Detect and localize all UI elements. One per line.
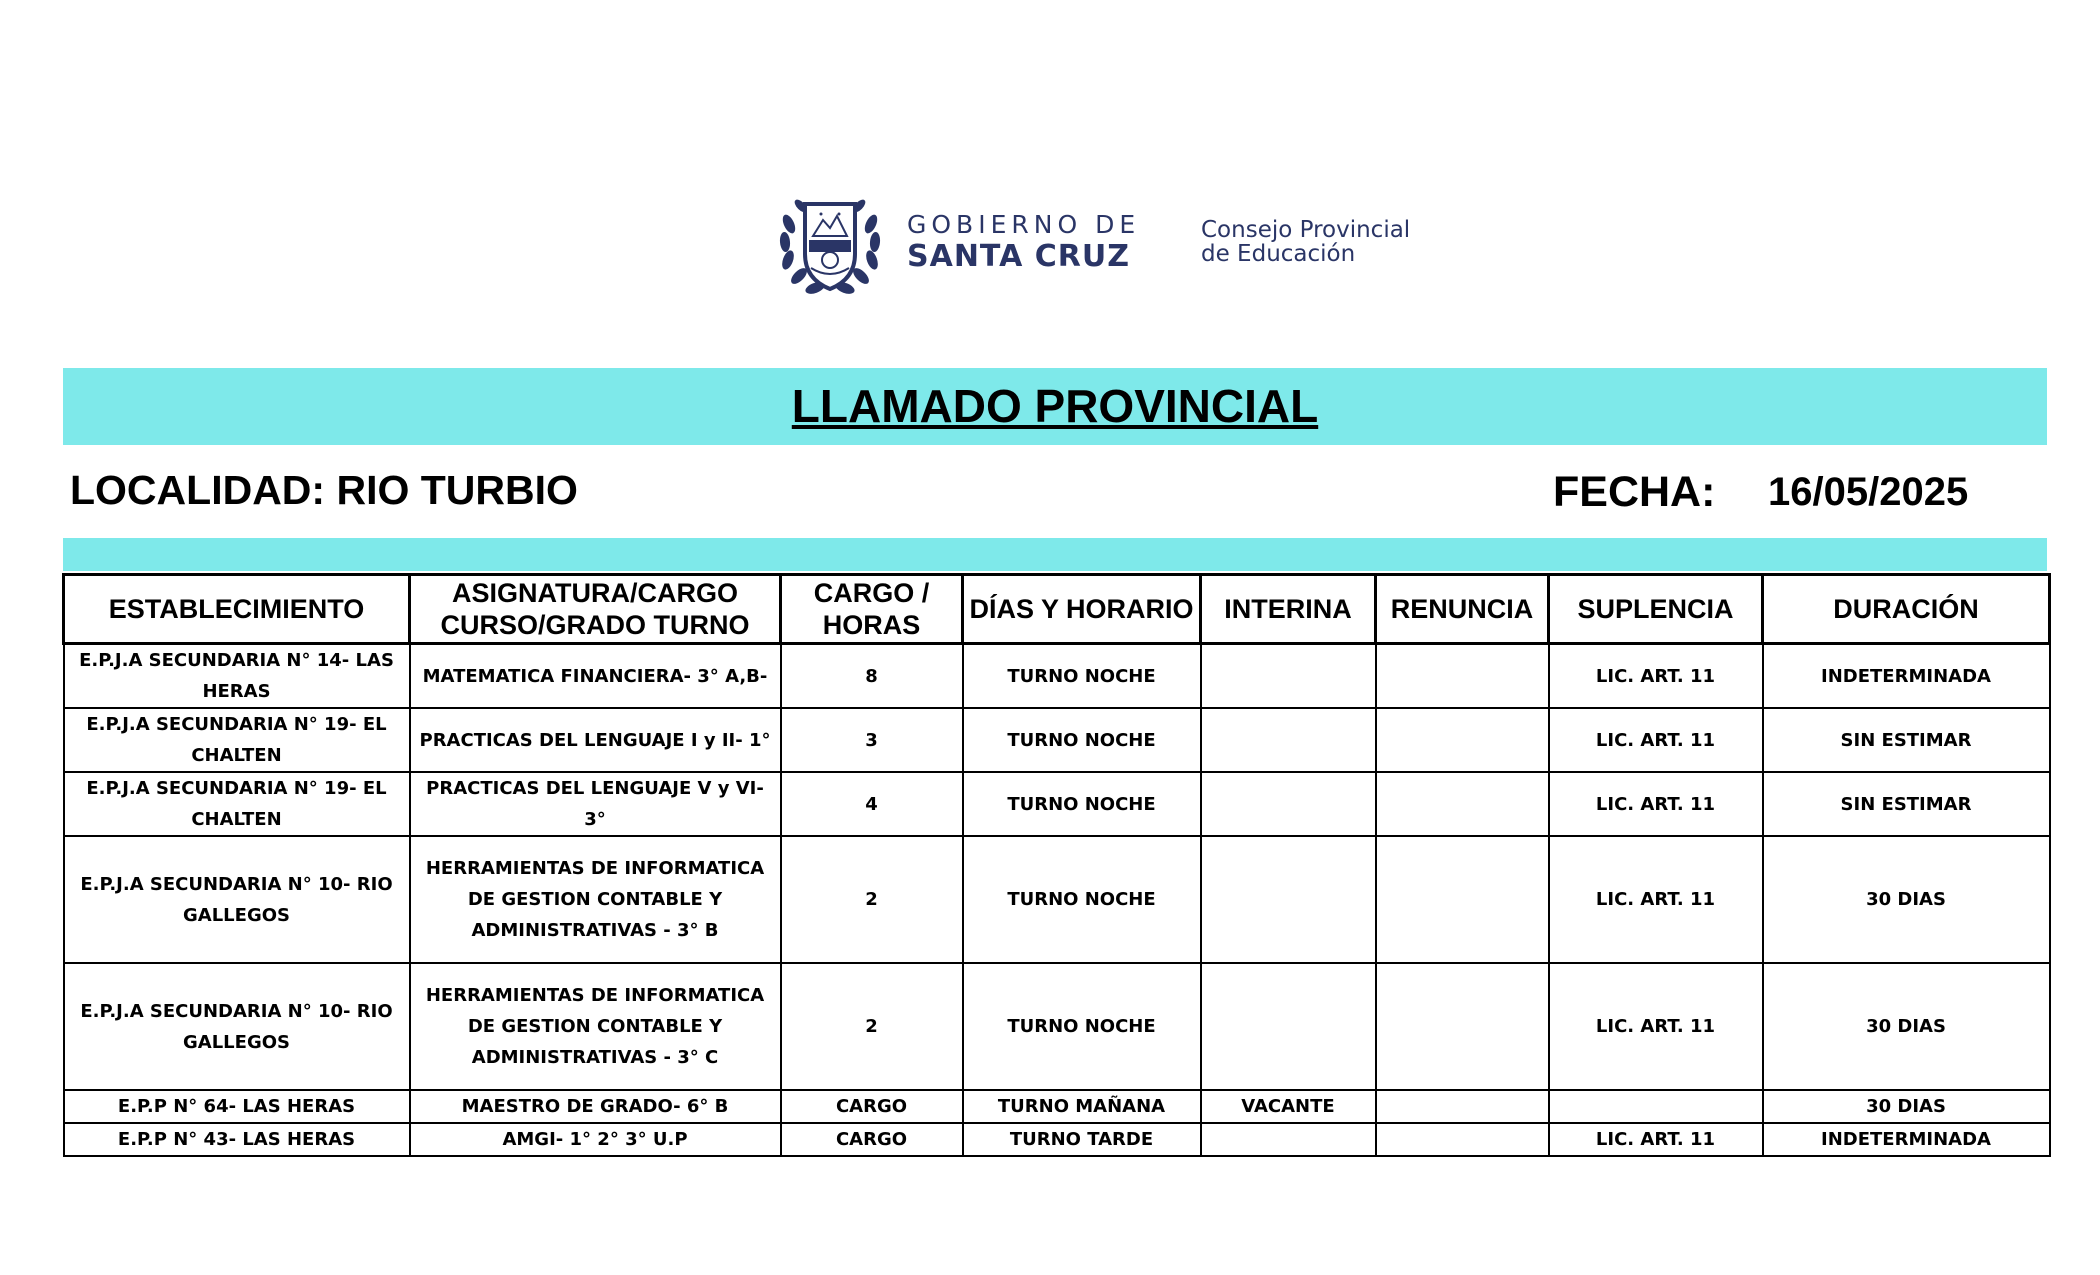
consejo-line1: Consejo Provincial	[1201, 217, 1411, 243]
table-row	[64, 836, 2050, 963]
cell-renuncia	[1376, 772, 1549, 836]
cell-interina	[1201, 708, 1376, 772]
col-dias: DÍAS Y HORARIO	[963, 575, 1201, 644]
col-interina: INTERINA	[1201, 575, 1376, 644]
cell-duracion: SIN ESTIMAR	[1763, 772, 2050, 836]
col-asignatura-line1: ASIGNATURA/CARGO	[452, 578, 738, 608]
col-asignatura-line2: CURSO/GRADO TURNO	[440, 610, 750, 640]
cell-dias: TURNO NOCHE	[963, 963, 1201, 1090]
cell-asignatura: HERRAMIENTAS DE INFORMATICA DE GESTION CONTABLE Y ADMINISTRATIVAS - 3° C	[410, 963, 781, 1090]
col-cargo-line1: CARGO /	[813, 578, 930, 608]
cell-suplencia: LIC. ART. 11	[1549, 772, 1763, 836]
cell-duracion: SIN ESTIMAR	[1763, 708, 2050, 772]
cell-cargo: 2	[781, 836, 963, 963]
table-header-row	[64, 575, 2050, 644]
cell-cargo: 4	[781, 772, 963, 836]
cell-suplencia: LIC. ART. 11	[1549, 708, 1763, 772]
cell-renuncia	[1376, 963, 1549, 1090]
col-establecimiento: ESTABLECIMIENTO	[64, 575, 410, 644]
cell-dias: TURNO NOCHE	[963, 772, 1201, 836]
cell-establecimiento: E.P.J.A SECUNDARIA N° 10- RIO GALLEGOS	[64, 836, 410, 963]
cell-establecimiento: E.P.J.A SECUNDARIA N° 19- EL CHALTEN	[64, 772, 410, 836]
cell-establecimiento: E.P.J.A SECUNDARIA N° 19- EL CHALTEN	[64, 708, 410, 772]
col-suplencia: SUPLENCIA	[1549, 575, 1763, 644]
cell-cargo: CARGO	[781, 1090, 963, 1123]
cell-dias: TURNO NOCHE	[963, 708, 1201, 772]
cell-establecimiento: E.P.P N° 43- LAS HERAS	[64, 1123, 410, 1156]
cell-cargo: CARGO	[781, 1123, 963, 1156]
cell-establecimiento: E.P.J.A SECUNDARIA N° 10- RIO GALLEGOS	[64, 963, 410, 1090]
table-row	[64, 772, 2050, 836]
gobierno-wordmark	[907, 211, 1140, 275]
cell-suplencia	[1549, 1090, 1763, 1123]
cell-asignatura: HERRAMIENTAS DE INFORMATICA DE GESTION CONTABLE Y ADMINISTRATIVAS - 3° B	[410, 836, 781, 963]
cell-duracion: 30 DIAS	[1763, 963, 2050, 1090]
cell-renuncia	[1376, 708, 1549, 772]
cell-suplencia: LIC. ART. 11	[1549, 644, 1763, 709]
gobierno-line1: GOBIERNO DE	[907, 210, 1141, 239]
cell-renuncia	[1376, 644, 1549, 709]
page-title: LLAMADO PROVINCIAL	[791, 380, 1319, 432]
table-row	[64, 963, 2050, 1090]
provincial-seal-icon	[775, 184, 885, 302]
col-asignatura	[410, 575, 781, 644]
cell-asignatura: PRACTICAS DEL LENGUAJE I y II- 1°	[410, 708, 781, 772]
cell-cargo: 2	[781, 963, 963, 1090]
gobierno-logo	[775, 183, 1140, 303]
cell-dias: TURNO TARDE	[963, 1123, 1201, 1156]
localidad-label: LOCALIDAD: RIO TURBIO	[70, 467, 578, 513]
col-cargo	[781, 575, 963, 644]
cell-dias: TURNO NOCHE	[963, 644, 1201, 709]
col-duracion: DURACIÓN	[1763, 575, 2050, 644]
consejo-line2: de Educación	[1201, 241, 1356, 267]
cell-dias: TURNO MAÑANA	[963, 1090, 1201, 1123]
table-row	[64, 708, 2050, 772]
table-row	[64, 1090, 2050, 1123]
cell-interina	[1201, 963, 1376, 1090]
col-cargo-line2: HORAS	[822, 610, 921, 640]
cell-duracion: INDETERMINADA	[1763, 644, 2050, 709]
vacancies-table	[62, 573, 2051, 1157]
cell-asignatura: MAESTRO DE GRADO- 6° B	[410, 1090, 781, 1123]
consejo-wordmark	[1201, 218, 1410, 266]
cell-interina	[1201, 836, 1376, 963]
separator-band	[63, 538, 2047, 571]
cell-asignatura: MATEMATICA FINANCIERA- 3° A,B-	[410, 644, 781, 709]
fecha-value: 16/05/2025	[1768, 470, 1969, 514]
col-renuncia: RENUNCIA	[1376, 575, 1549, 644]
cell-asignatura: PRACTICAS DEL LENGUAJE V y VI- 3°	[410, 772, 781, 836]
cell-duracion: 30 DIAS	[1763, 1090, 2050, 1123]
gobierno-line2: SANTA CRUZ	[907, 239, 1130, 274]
cell-establecimiento: E.P.J.A SECUNDARIA N° 14- LAS HERAS	[64, 644, 410, 709]
cell-asignatura: AMGI- 1° 2° 3° U.P	[410, 1123, 781, 1156]
table-row	[64, 644, 2050, 709]
cell-duracion: 30 DIAS	[1763, 836, 2050, 963]
cell-suplencia: LIC. ART. 11	[1549, 836, 1763, 963]
fecha-label: FECHA:	[1553, 468, 1716, 516]
cell-renuncia	[1376, 1123, 1549, 1156]
cell-cargo: 3	[781, 708, 963, 772]
table-row	[64, 1123, 2050, 1156]
cell-duracion: INDETERMINADA	[1763, 1123, 2050, 1156]
cell-suplencia: LIC. ART. 11	[1549, 1123, 1763, 1156]
cell-renuncia	[1376, 836, 1549, 963]
cell-interina: VACANTE	[1201, 1090, 1376, 1123]
cell-establecimiento: E.P.P N° 64- LAS HERAS	[64, 1090, 410, 1123]
cell-suplencia: LIC. ART. 11	[1549, 963, 1763, 1090]
cell-renuncia	[1376, 1090, 1549, 1123]
cell-interina	[1201, 644, 1376, 709]
cell-interina	[1201, 1123, 1376, 1156]
cell-interina	[1201, 772, 1376, 836]
cell-cargo: 8	[781, 644, 963, 709]
cell-dias: TURNO NOCHE	[963, 836, 1201, 963]
